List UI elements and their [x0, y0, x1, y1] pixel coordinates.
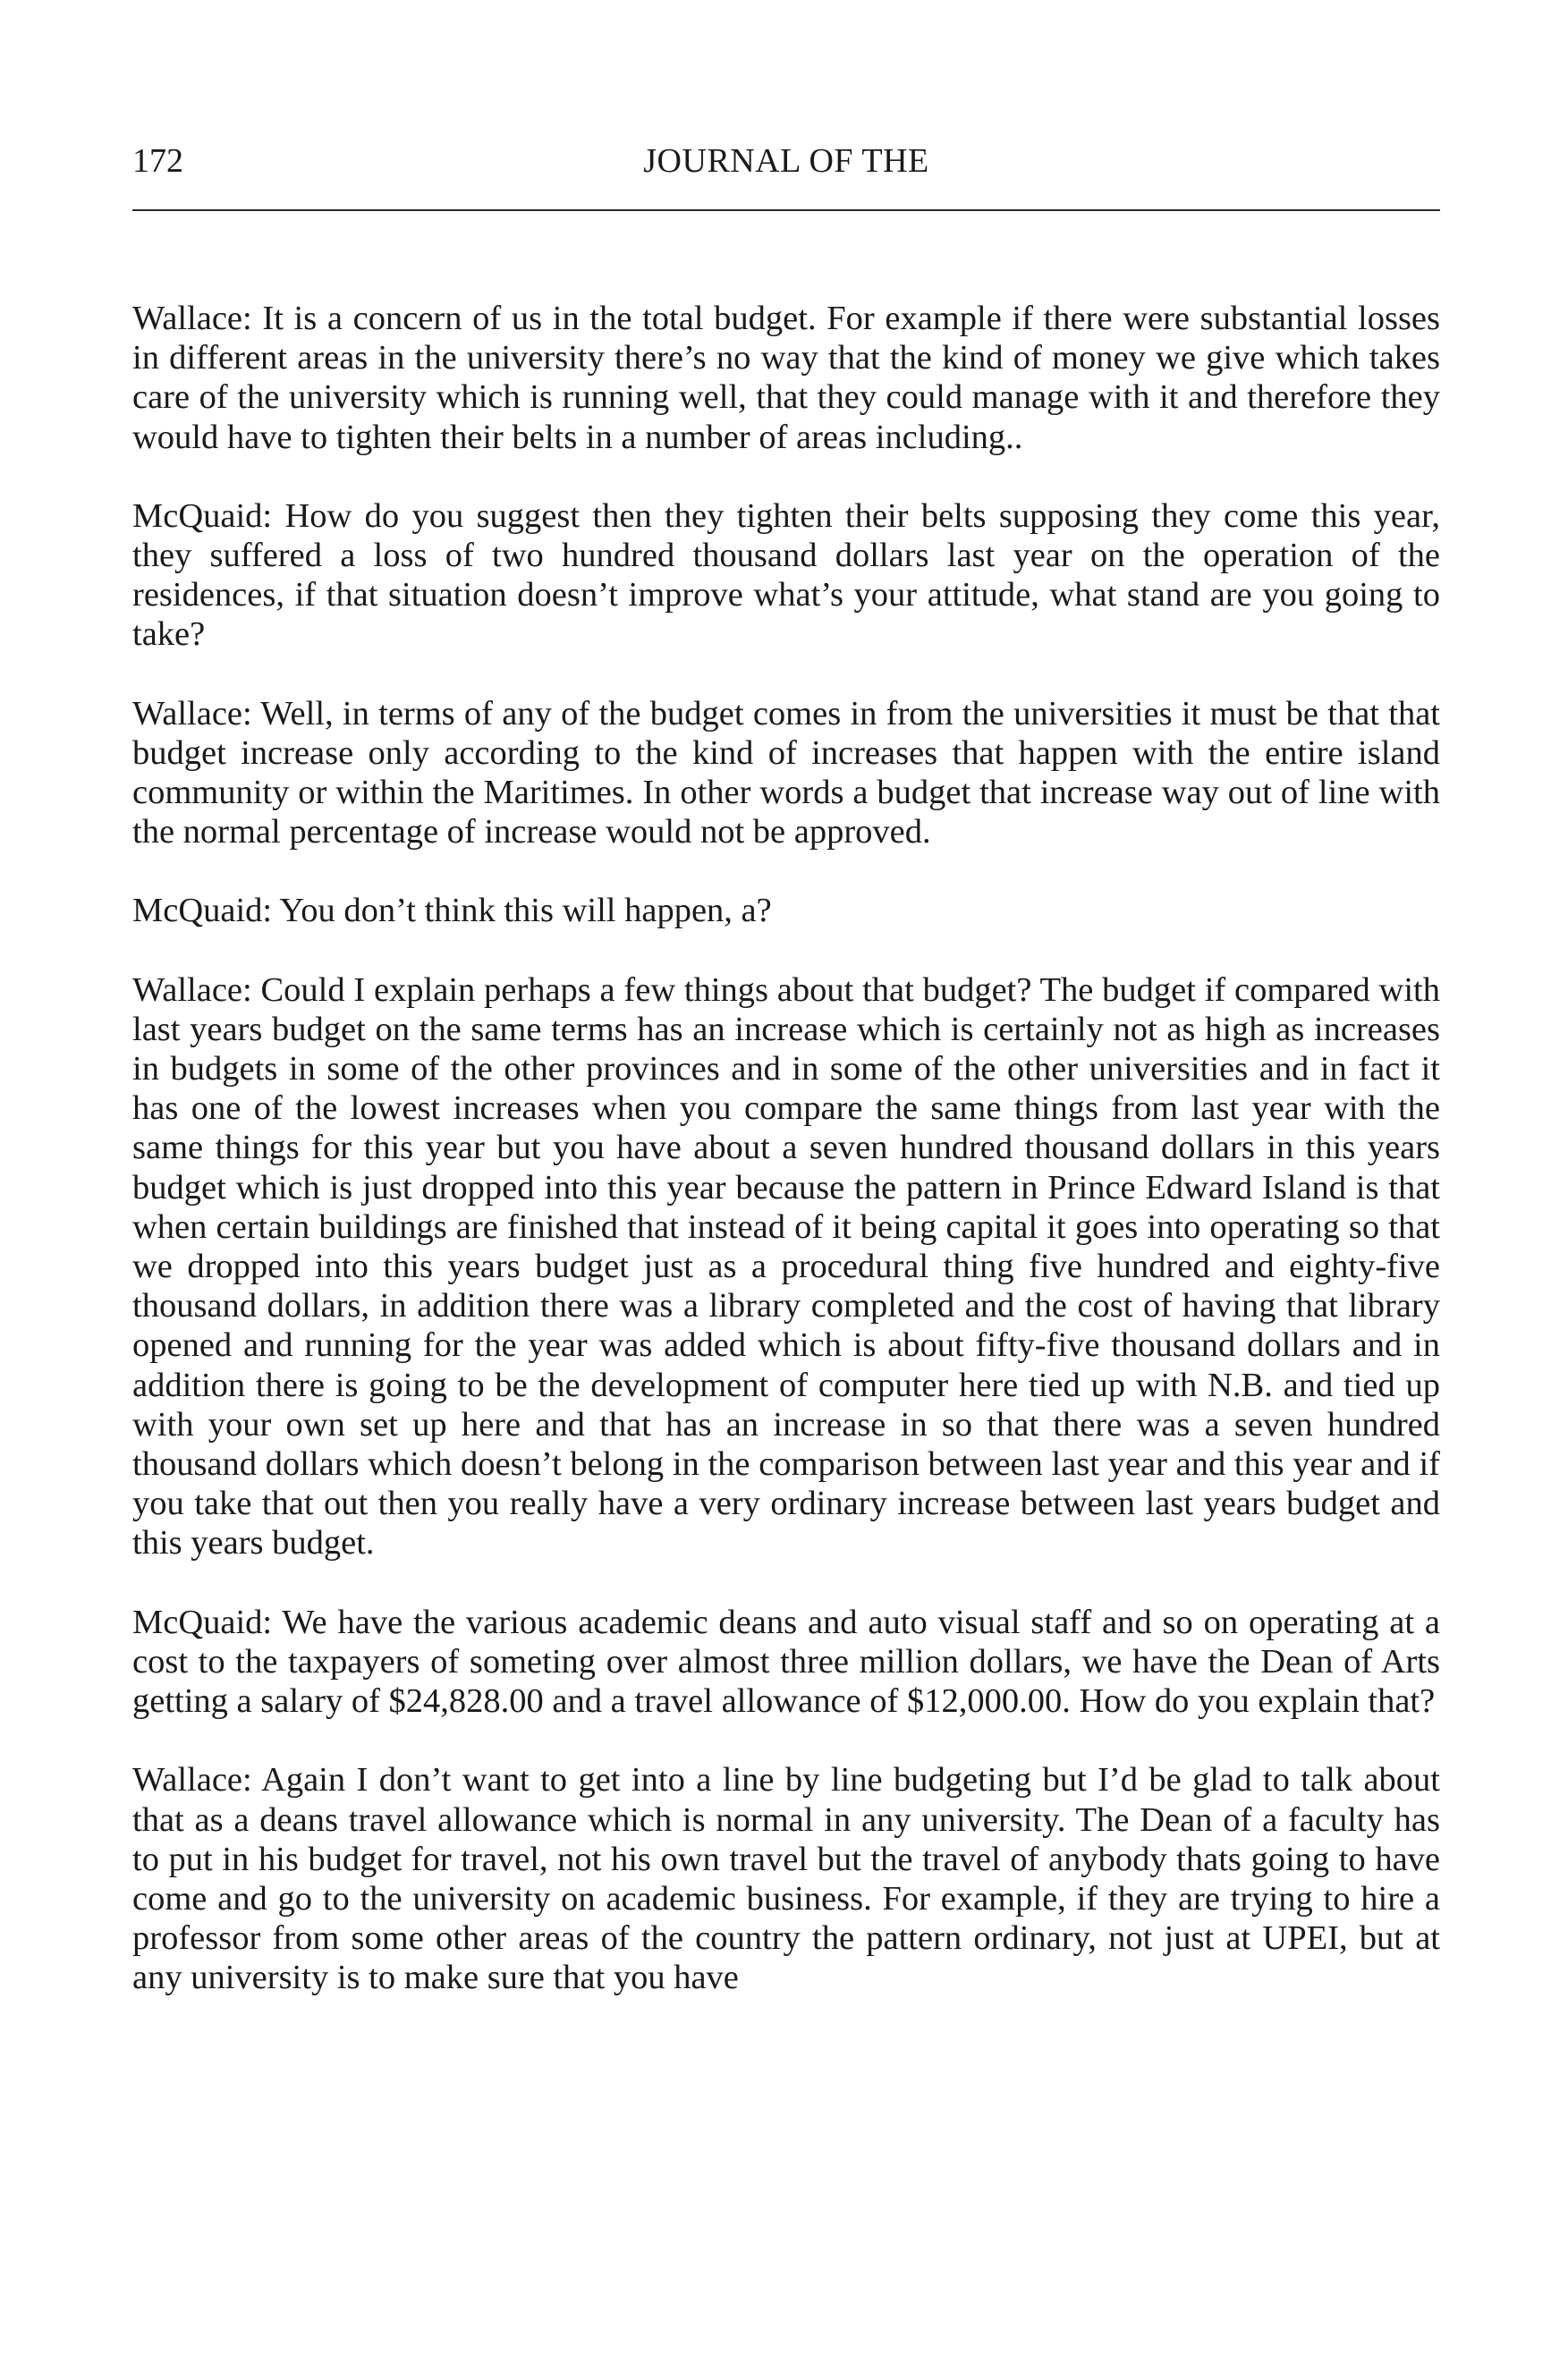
exchange-paragraph [132, 891, 1440, 930]
speaker-name: Wallace: [132, 694, 252, 732]
speaker-name: Wallace: [132, 1761, 252, 1799]
exchange-text: We have the various academic deans and auto visual staff and so on operating at a cost to the taxpayers of someting over almost three million dollars, we have the Dean of Arts getting a salary of $24,828.00 and a travel allowance of $12,000.00. How do you explain that? [132, 1603, 1440, 1721]
document-page [132, 134, 1440, 2037]
exchange-paragraph [132, 496, 1440, 655]
exchange-paragraph [132, 299, 1440, 457]
exchange-paragraph [132, 970, 1440, 1563]
header-rule [132, 209, 1440, 211]
exchange-text: You don’t think this will happen, a? [279, 892, 772, 930]
journal-title: JOURNAL OF THE [643, 142, 929, 180]
exchange-paragraph [132, 1760, 1440, 1997]
exchange-paragraph [132, 694, 1440, 852]
running-head [132, 134, 1440, 188]
exchange-text: How do you suggest then they tighten their belts supposing they come this year, they suffered a loss of two hundred thousand dollars last year on the operation of the residences, if that situation doesn’t improve what’s your attitude, what stand are you going to take? [132, 496, 1440, 654]
speaker-name: Wallace: [132, 300, 252, 337]
speaker-name: Wallace: [132, 970, 252, 1009]
speaker-name: McQuaid: [132, 892, 273, 930]
exchange-text: Again I don’t want to get into a line by line budgeting but I’d be glad to talk about that as a deans travel allowance which is normal in any university. The Dean of a faculty has to put in his budget for travel, not his own travel but the travel of anybody thats going to have come and go to the university on academic business. For example, if they are trying to hire a professor from some other areas of the country the pattern ordinary, not just at UPEI, but at any university is to make sure that you have [132, 1761, 1440, 1997]
speaker-name: McQuaid: [132, 1603, 273, 1641]
speaker-name: McQuaid: [132, 496, 273, 535]
exchange-text: Could I explain perhaps a few things about that budget? The budget if compared with last years budget on the same terms has an increase which is certainly not as high as increases in budgets in some of the other provinces and in some of the other universities and in fact it has one of the lowest increases when you compare the same things from last year with the same things for this year but you have about a seven hundred thousand dollars in this years budget which is just dropped into this year because the pattern in Prince Edward Island is that when certain buildings are finished that instead of it being capital it goes into operating so that we dropped into this years budget just as a procedural thing five hundred and eighty-five thousand dollars, in addition there was a library completed and the cost of having that library opened and running for the year was added which is about fifty-five thousand dollars and in addition there is going to be the development of computer here tied up with N.B. and tied up with your own set up here and that has an increase in so that there was a seven hundred thousand dollars which doesn’t belong in the comparison between last year and this year and if you take that out then you really have a very ordinary increase between last years budget and this years budget. [132, 970, 1440, 1562]
exchange-text: Well, in terms of any of the budget comes in from the universities it must be that that budget increase only according to the kind of increases that happen with the entire island community or within the Maritimes. In other words a budget that increase way out of line with the normal percentage of increase would not be approved. [132, 694, 1440, 851]
page-number: 172 [132, 142, 183, 180]
transcript-body [132, 299, 1440, 1998]
exchange-text: It is a concern of us in the total budget. For example if there were substantial losses in different areas in the university there’s no way that the kind of money we give which takes care of the university which is running well, that they could manage with it and therefore they would have to tighten their belts in a number of areas including.. [132, 300, 1441, 456]
exchange-paragraph [132, 1603, 1440, 1722]
